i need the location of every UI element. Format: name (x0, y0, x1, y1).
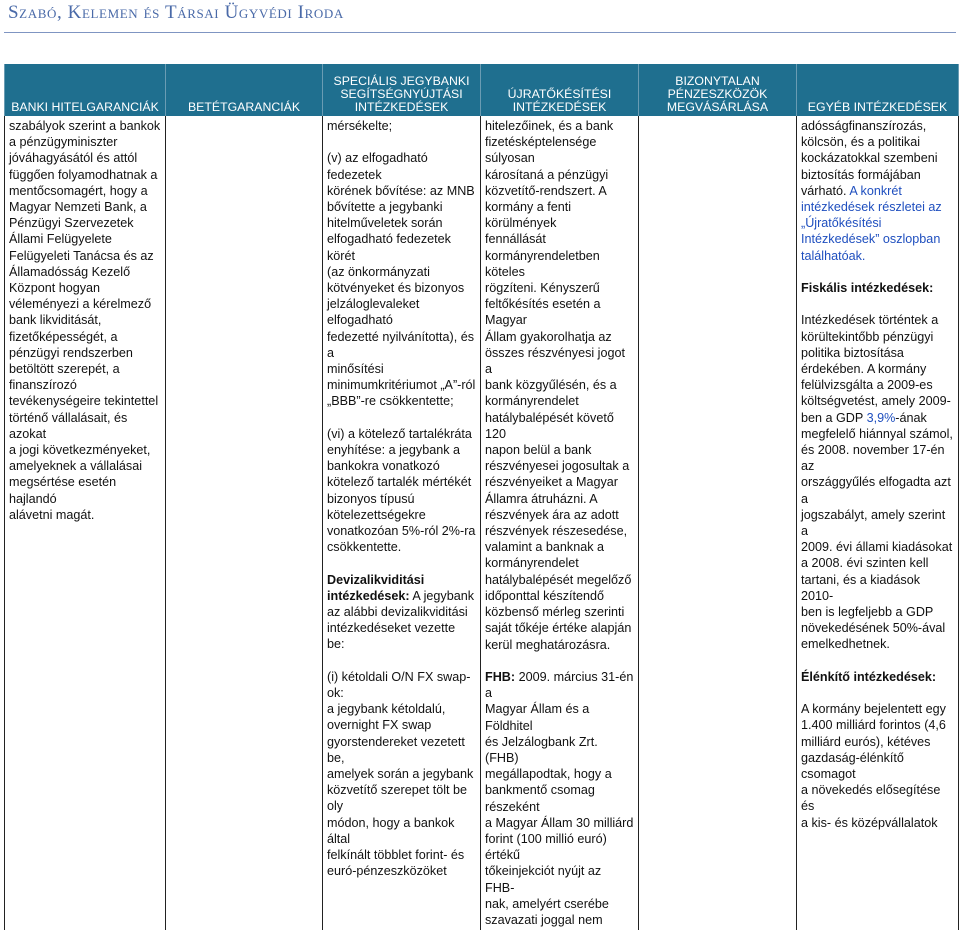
fhb-heading: FHB: (485, 669, 516, 684)
column-header-bank-loan-guarantees: BANKI HITELGARANCIÁK (5, 64, 166, 116)
column-header-deposit-guarantees: BETÉTGARANCIÁK (166, 64, 323, 116)
measures-table (4, 64, 959, 930)
fx-liquidity-heading: Devizalikviditási intézkedések: (327, 572, 425, 603)
cell-paragraph: hitelezőinek, és a bank fizetésképtelensége súlyosan károsítaná a pénzügyi közvetítő-rendszert. A kormány a fenti körülmények fennállását kormányrendeletben köteles rögzíteni. Kényszerű feltőkésítés esetén a Magyar Állam gyakorolhatja az összes részvényesi jogot a bank közgyűlésén, és a kormányrendelet hatálybalépését követő 120 napon belül a bank részvényesei jogosultak a részvényeiket a Magyar Államra átruházni. A részvények ára az adott részvények részesedése, valamint a banknak a kormányrendelet hatálybalépését megelőző időponttal készítendő közbenső mérleg szerinti saját tőkéje értéke alapján kerül meghatározásra. (485, 119, 632, 652)
cell-paragraph (801, 312, 954, 652)
fiscal-measures-heading: Fiskális intézkedések: (801, 281, 934, 296)
cell-text: adósságfinanszírozás, kölcsön, és a politikai kockázatokkal szembeni biztosítás formájában várható. (801, 119, 938, 198)
cell-text: Intézkedések történtek a körültekintőbb pénzügyi politika biztosítása érdekében. A kormány felülvizsgálta a 2009-es költségvetést, amely 2009- ben a GDP (801, 313, 951, 425)
cell-paragraph (327, 572, 476, 653)
cell-paragraph: (v) az elfogadható fedezetek körének bővítése: az MNB bővítette a jegybanki hitelműveletek során elfogadható fedezetek körét (az önkormányzati kötvényeket és bizonyos jelzáloglevaleket elfogadható fedezetté nyilvánította), és a minősítési minimumkritériumot „A”-ról „BBB”-re csökkentette; (327, 151, 476, 409)
cell-central-bank-measures (323, 116, 481, 930)
fx-liquidity-text: A jegybank az alábbi devizalikviditási intézkedéseket vezette be: (327, 588, 475, 652)
cell-text: -ának megfelelő hiánnyal számol, és 2008. november 17-én az országgyűlés elfogadta azt a jogszabályt, amely szerint a 2009. évi állami kiadásokat a 2008. évi szinten kell tartani, és a kiadások 2010- ben is legfeljebb a GDP növekedésének 50%-ával emelkedhetnek. (801, 410, 953, 652)
cell-asset-purchases (639, 116, 797, 930)
cell-paragraph: (vi) a kötelező tartalékráta enyhítése: a jegybank a bankokra vonatkozó kötelező tartalék mértékét bizonyos típusú kötelezettségekre vonatkozóan 5%-ról 2%-ra csökkentette. (327, 426, 476, 555)
cell-bank-loan-guarantees (5, 116, 166, 930)
fhb-text: 2009. március 31-én a Magyar Állam és a Földhitel és Jelzálogbank Zrt. (FHB) megállapodtak, hogy a bankmentő csomag részeként a Magyar Állam 30 milliárd forint (100 millió euró) értékű tőkeinjekciót nyújt az FHB- nak, amelyért cserébe szavazati joggal nem (485, 669, 634, 927)
column-header-other-measures: EGYÉB INTÉZKEDÉSEK (797, 64, 959, 116)
cell-deposit-guarantees (166, 116, 323, 930)
column-header-recapitalisation-measures: ÚJRATŐKÉSÍTÉSI INTÉZKEDÉSEK (481, 64, 639, 116)
cell-paragraph: A kormány bejelentett egy 1.400 milliárd forintos (4,6 milliárd eurós), kétéves gazdaság-élénkítő csomagot a növekedés elősegítése és a kis- és középvállalatok (801, 702, 946, 830)
cell-paragraph (485, 669, 634, 928)
column-header-central-bank-measures: SPECIÁLIS JEGYBANKI SEGÍTSÉGNYÚJTÁSI INTÉZKEDÉSEK (323, 64, 481, 116)
table-header-row (5, 64, 959, 116)
cell-other-measures (797, 116, 959, 930)
cell-paragraph: (i) kétoldali O/N FX swap-ok: a jegybank kétoldalú, overnight FX swap gyorstendereket vezetett be, amelyek során a jegybank közvetítő szerepet tölt be oly módon, hogy a bankok által felkínált többlet forint- és euró-pénzeszközöket (327, 669, 474, 879)
cell-paragraph (801, 118, 954, 264)
gdp-deficit-value: 3,9% (866, 410, 896, 425)
table-row (5, 116, 959, 930)
header-divider (4, 32, 956, 33)
cell-recapitalisation-measures (481, 116, 639, 930)
cell-paragraph: mérsékelte; (327, 119, 393, 133)
cell-text: szabályok szerint a bankok a pénzügyminiszter jóváhagyásától és attól függően folyamodhatnak a mentőcsomagért, hogy a Magyar Nemzeti Bank, a Pénzügyi Szervezetek Állami Felügyelete Felügyeleti Tanácsa és az Államadósság Kezelő Központ hogyan véleményezi a kérelmező bank likviditását, fizetőképességét, a pénzügyi rendszerben betöltött szerepét, a finanszírozó tevékenységeire tekintettel történő vállalásait, és azokat a jogi következményeket, amelyeknek a vállalásai megsértése esetén hajlandó alávetni magát. (9, 119, 161, 522)
column-header-asset-purchases: BIZONYTALAN PÉNZESZKÖZÖK MEGVÁSÁRLÁSA (639, 64, 797, 116)
stimulus-measures-heading: Élénkítő intézkedések: (801, 669, 937, 684)
cross-reference-note: A konkrét intézkedések részletei az „Újratőkésítési Intézkedések” oszlopban találhatóak. (801, 183, 942, 263)
page-title: Szabó, Kelemen és Társai Ügyvédi Iroda (8, 2, 344, 23)
